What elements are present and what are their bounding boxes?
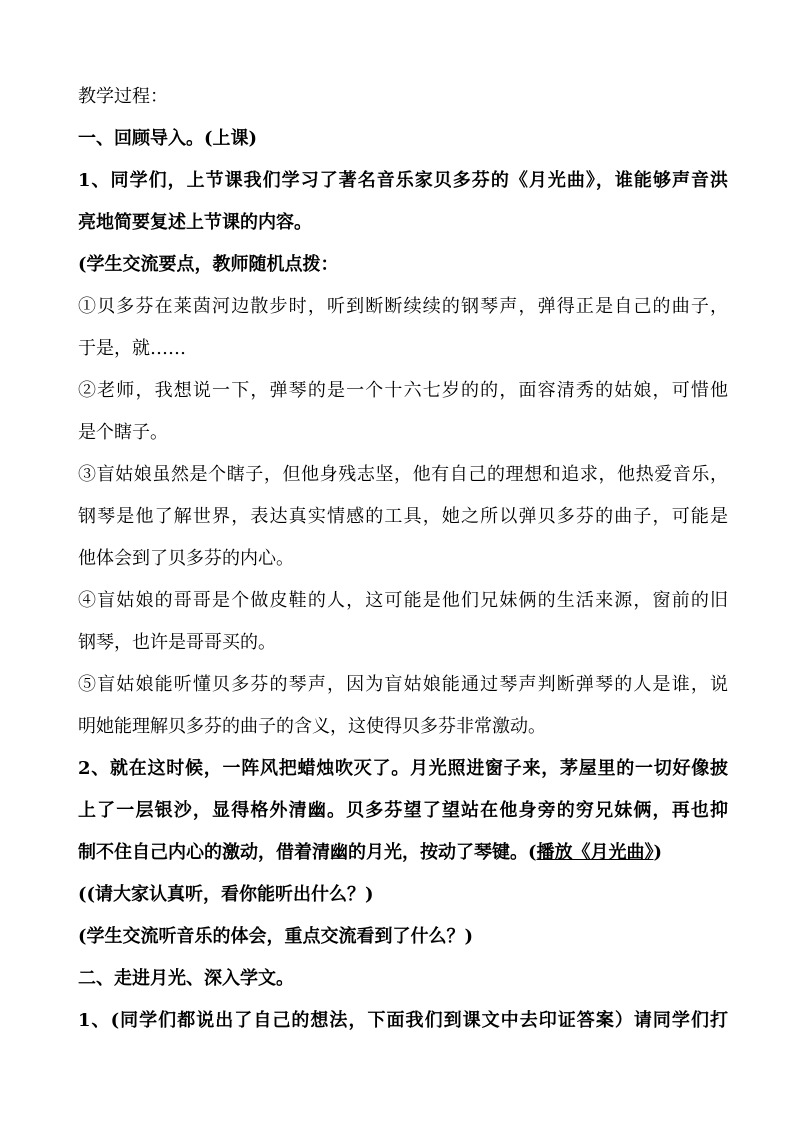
item-1-line-2: 亮地简要复述上节课的内容。 [78,212,312,233]
item-2-line-1: 2、就在这时候，一阵风把蜡烛吹灭了。月光照进窗子来，茅屋里的一切好像披 [78,758,728,779]
point-2-line-2: 是个瞎子。 [78,422,168,443]
point-3-line-2: 钢琴是他了解世界，表达真实情感的工具，她之所以弹贝多芬的曲子，可能是 [78,506,728,527]
item-2-line-3-end: ) [653,842,663,863]
point-3-line-1: ③盲姑娘虽然是个瞎子，但他身残志坚，他有自己的理想和追求，他热爱音乐， [78,464,728,485]
point-5-line-2: 明她能理解贝多芬的曲子的含义，这使得贝多芬非常激动。 [78,716,546,737]
point-4-line-2: 钢琴，也许是哥哥买的。 [78,632,276,653]
point-2-line-1: ②老师，我想说一下，弹琴的是一个十六七岁的的，面容清秀的姑娘，可惜他 [78,380,728,401]
item-2-line-2: 上了一层银沙，显得格外清幽。贝多芬望了望站在他身旁的穷兄妹俩，再也抑 [78,800,728,821]
point-3-line-3: 他体会到了贝多芬的内心。 [78,548,294,569]
play-moonlight-sonata-link[interactable]: 播放《月光曲》 [536,842,654,863]
section-2-title: 二、走进月光、深入学文。 [78,968,294,989]
student-points-intro: (学生交流要点，教师随机点拨： [78,254,339,275]
heading: 教学过程： [78,86,168,107]
item-3-line-1: 1、(同学们都说出了自己的想法，下面我们到课文中去印证答案）请同学们打 [78,1010,728,1031]
section-1-title: 一、回顾导入。(上课) [78,128,258,149]
point-5-line-1: ⑤盲姑娘能听懂贝多芬的琴声，因为盲姑娘能通过琴声判断弹琴的人是谁，说 [78,674,728,695]
item-1-line-1: 1、同学们，上节课我们学习了著名音乐家贝多芬的《月光曲》，谁能够声音洪 [78,170,728,191]
item-2-line-4: ((请大家认真听，看你能听出什么？) [78,884,374,905]
item-2-line-5: (学生交流听音乐的体会，重点交流看到了什么？) [78,926,474,947]
point-4-line-1: ④盲姑娘的哥哥是个做皮鞋的人，这可能是他们兄妹俩的生活来源，窗前的旧 [78,590,728,611]
point-1-line-2: 于是，就…… [78,338,186,359]
item-2-line-3-text: 制不住自己内心的激动，借着清幽的月光，按动了琴键。( [78,842,537,863]
point-1-line-1: ①贝多芬在莱茵河边散步时，听到断断续续的钢琴声，弹得正是自己的曲子， [78,296,728,317]
item-2-line-3 [78,838,728,868]
